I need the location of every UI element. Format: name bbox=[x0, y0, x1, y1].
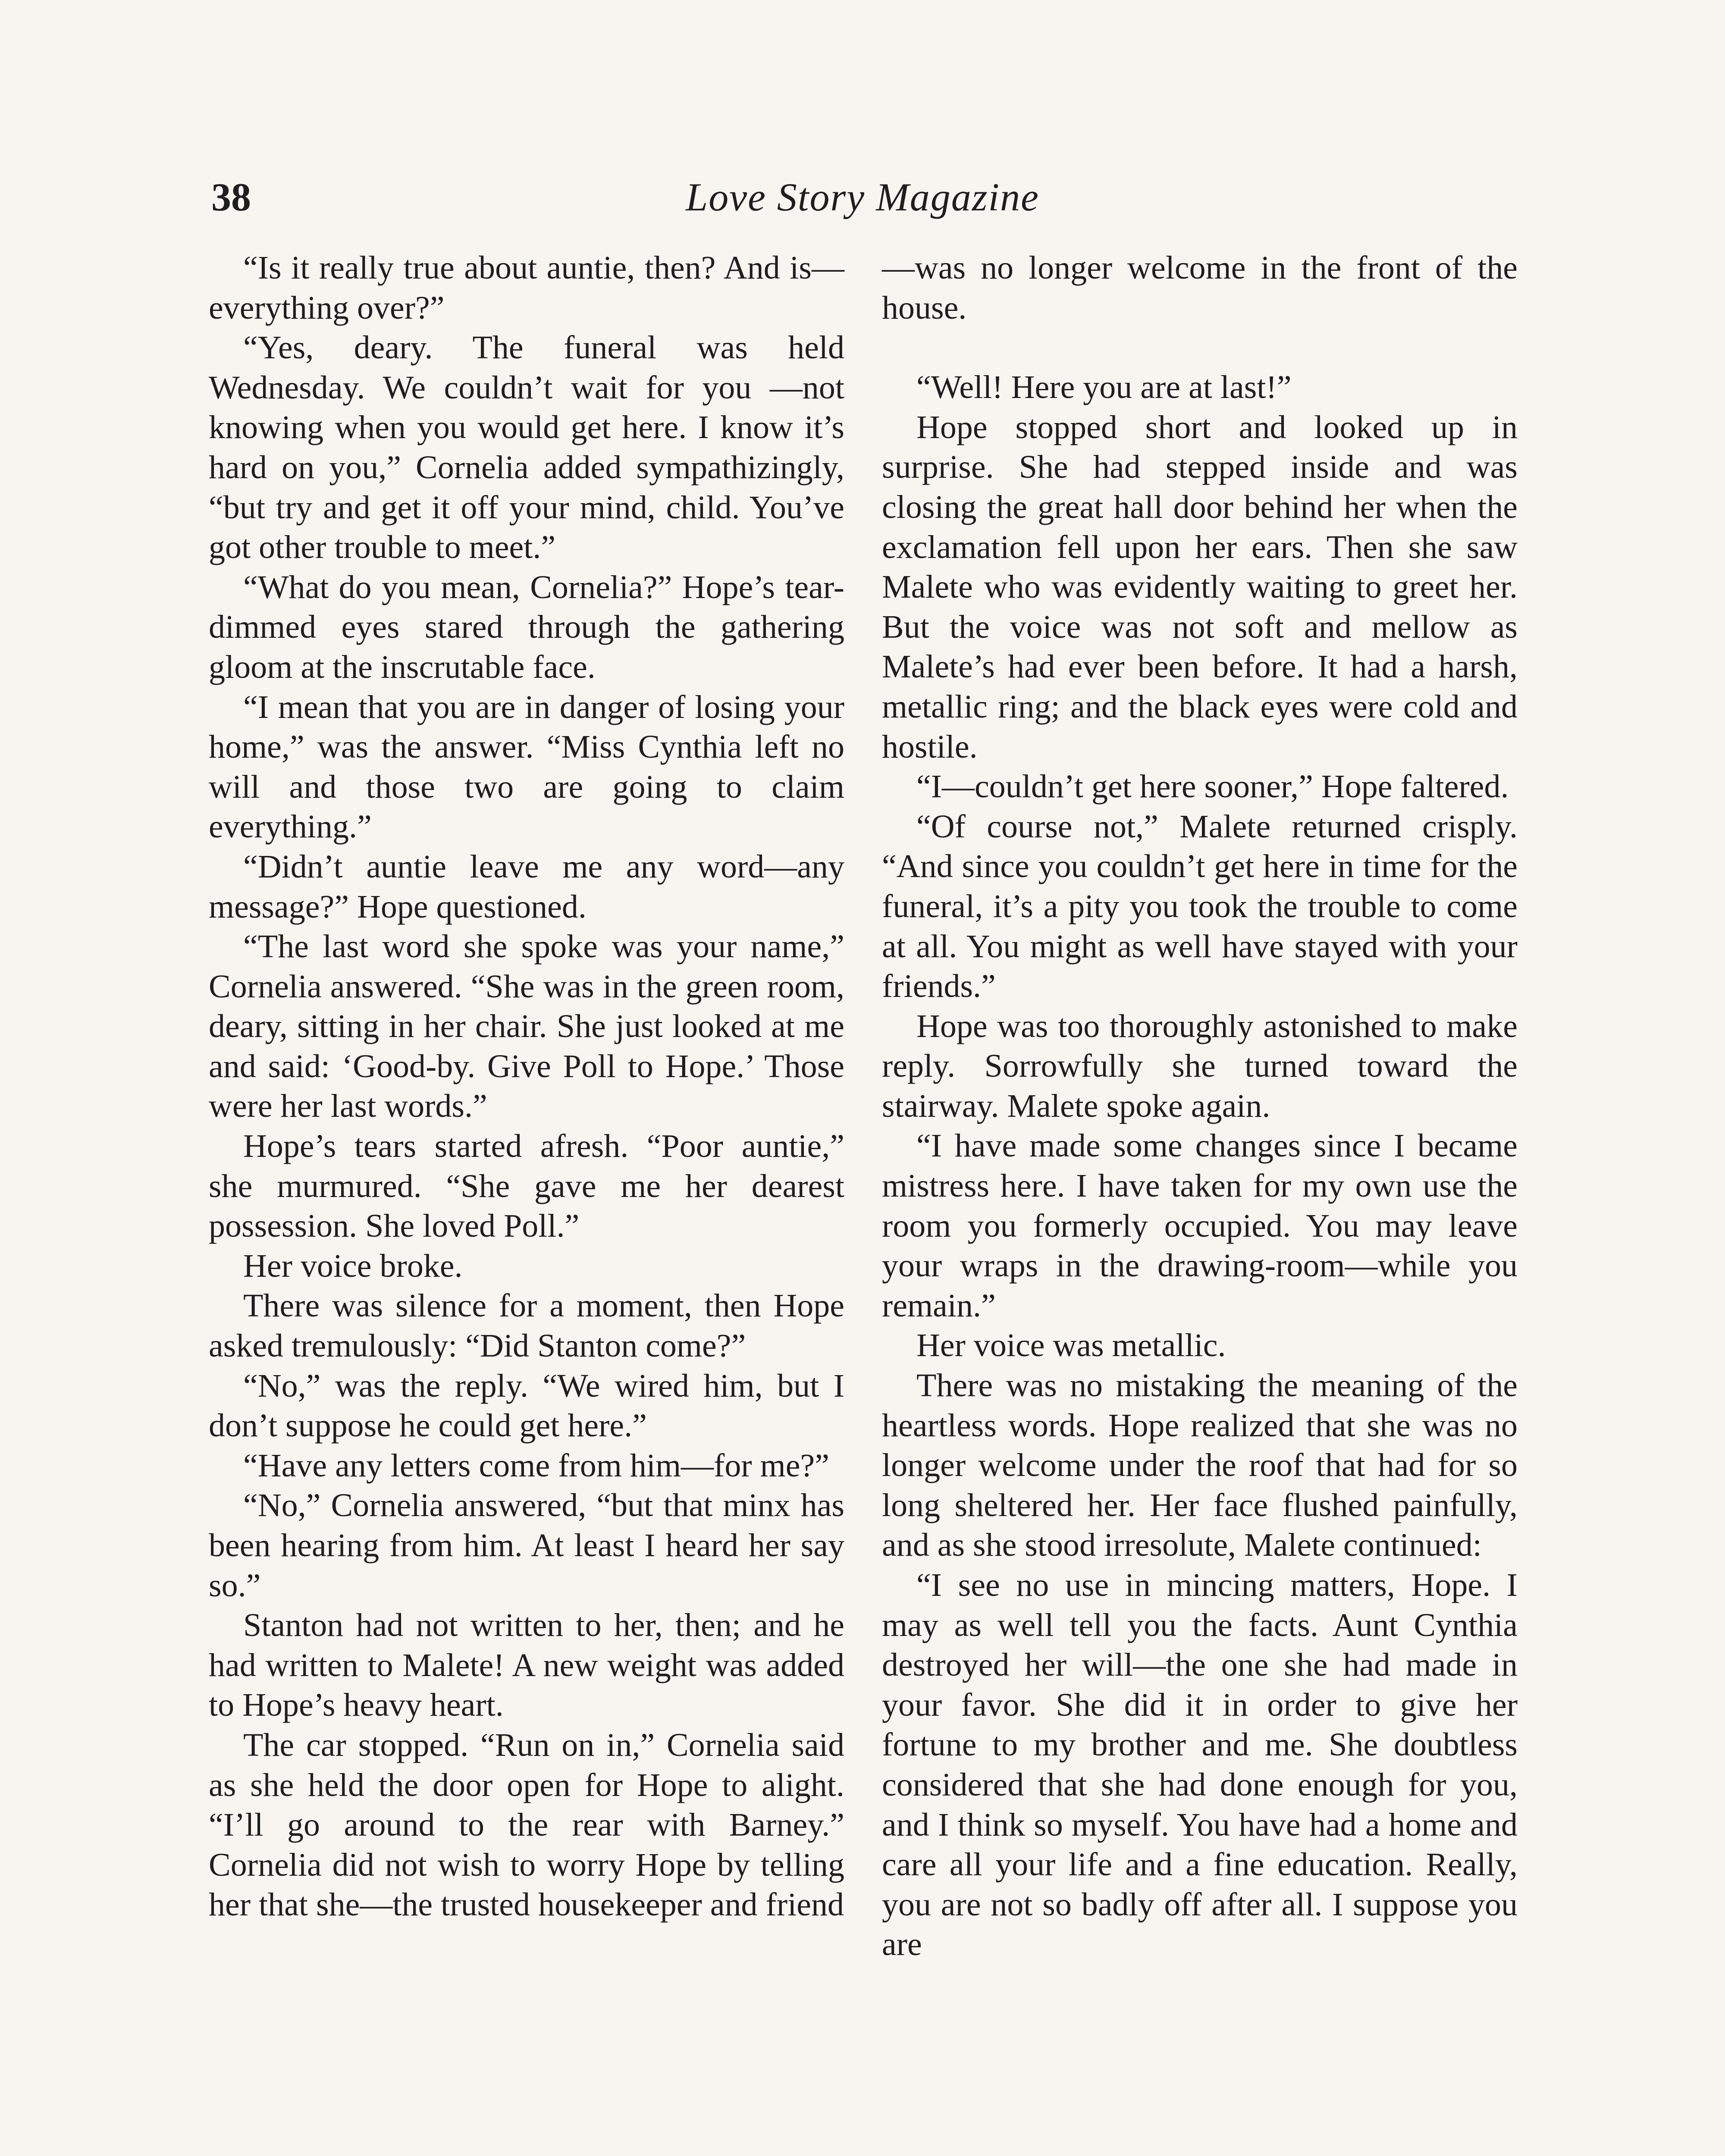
paragraph: “The last word she spoke was your name,” Cornelia answered. “She was in the green room, deary, sitting in her chair. She just looked at me and said: ‘Good-by. Give Poll to Hope.’ Those were her last words.” bbox=[209, 928, 844, 1125]
paragraph: “Is it really true about auntie, then? And is—everything over?” bbox=[209, 250, 844, 326]
paragraph: “I see no use in mincing matters, Hope. I may as well tell you the facts. Aunt Cynthia destroyed her will—the one she had made in your favor. She did it in order to give her fortune to my brother and me. She doubtless considered that she had done enough for you, and I think so myself. You have had a home and care all your life and a fine education. Really, you are not so badly off after all. I suppose you are bbox=[882, 1567, 1518, 1963]
paragraph: There was silence for a moment, then Hope asked tremulously: “Did Stanton come?” bbox=[209, 1288, 844, 1364]
paragraph: Stanton had not written to her, then; and he had written to Malete! A new weight was added to Hope’s heavy heart. bbox=[209, 1607, 844, 1724]
page-header bbox=[0, 169, 1725, 225]
paragraph: “No,” was the reply. “We wired him, but I don’t suppose he could get here.” bbox=[209, 1367, 844, 1444]
paragraph: “I mean that you are in danger of losing your home,” was the answer. “Miss Cynthia left no will and those two are going to claim everything.” bbox=[209, 689, 844, 845]
paragraph: Her voice was metallic. bbox=[916, 1327, 1226, 1364]
paragraph: “Well! Here you are at last!” bbox=[916, 369, 1292, 406]
paragraph: “No,” Cornelia answered, “but that minx has been hearing from him. At least I heard her say so.” bbox=[209, 1487, 844, 1604]
paragraph: “Yes, deary. The funeral was held Wednesday. We couldn’t wait for you —not knowing when you would get here. I know it’s hard on you,” Cornelia added sympathizingly, “but try and get it off your mind, child. You’ve got other trouble to meet.” bbox=[209, 329, 844, 566]
left-column bbox=[209, 248, 844, 1925]
paragraph: Her voice broke. bbox=[243, 1247, 463, 1284]
paragraph: “I—couldn’t get here sooner,” Hope faltered. bbox=[916, 768, 1509, 805]
paragraph: “Didn’t auntie leave me any word—any message?” Hope questioned. bbox=[209, 848, 844, 925]
paragraph: “I have made some changes since I became mistress here. I have taken for my own use the room you formerly occupied. You may leave your wraps in the drawing-room—while you remain.” bbox=[882, 1128, 1518, 1324]
paragraph: The car stopped. “Run on in,” Cornelia said as she held the door open for Hope to alight. “I’ll go around to the rear with Barney.” Cornelia did not wish to worry Hope by telling her that she—the trusted housekeeper and friend bbox=[209, 1727, 844, 1923]
paragraph: There was no mistaking the meaning of the heartless words. Hope realized that she was no longer welcome under the roof that had for so long sheltered her. Her face flushed painfully, and as she stood irresolute, Malete continued: bbox=[882, 1367, 1518, 1564]
paragraph: “Of course not,” Malete returned crisply. “And since you couldn’t get here in time for the funeral, it’s a pity you took the trouble to come at all. You might as well have stayed with your friends.” bbox=[882, 808, 1518, 1005]
paragraph: “Have any letters come from him—for me?” bbox=[243, 1447, 829, 1484]
paragraph: Hope stopped short and looked up in surprise. She had stepped inside and was closing the great hall door behind her when the exclamation fell upon her ears. Then she saw Malete who was evidently waiting to greet her. But the voice was not soft and mellow as Malete’s had ever been before. It had a harsh, metallic ring; and the black eyes were cold and hostile. bbox=[882, 409, 1518, 765]
paragraph: —was no longer welcome in the front of the house. bbox=[882, 250, 1518, 326]
running-title: Love Story Magazine bbox=[686, 175, 1039, 219]
paragraph: Hope’s tears started afresh. “Poor auntie,” she murmured. “She gave me her dearest possession. She loved Poll.” bbox=[209, 1128, 844, 1244]
right-column bbox=[882, 248, 1518, 1965]
paragraph: “What do you mean, Cornelia?” Hope’s tear-dimmed eyes stared through the gathering gloom at the inscrutable face. bbox=[209, 569, 844, 685]
paragraph: Hope was too thoroughly astonished to make reply. Sorrowfully she turned toward the stairway. Malete spoke again. bbox=[882, 1008, 1518, 1124]
page-number: 38 bbox=[211, 175, 251, 219]
